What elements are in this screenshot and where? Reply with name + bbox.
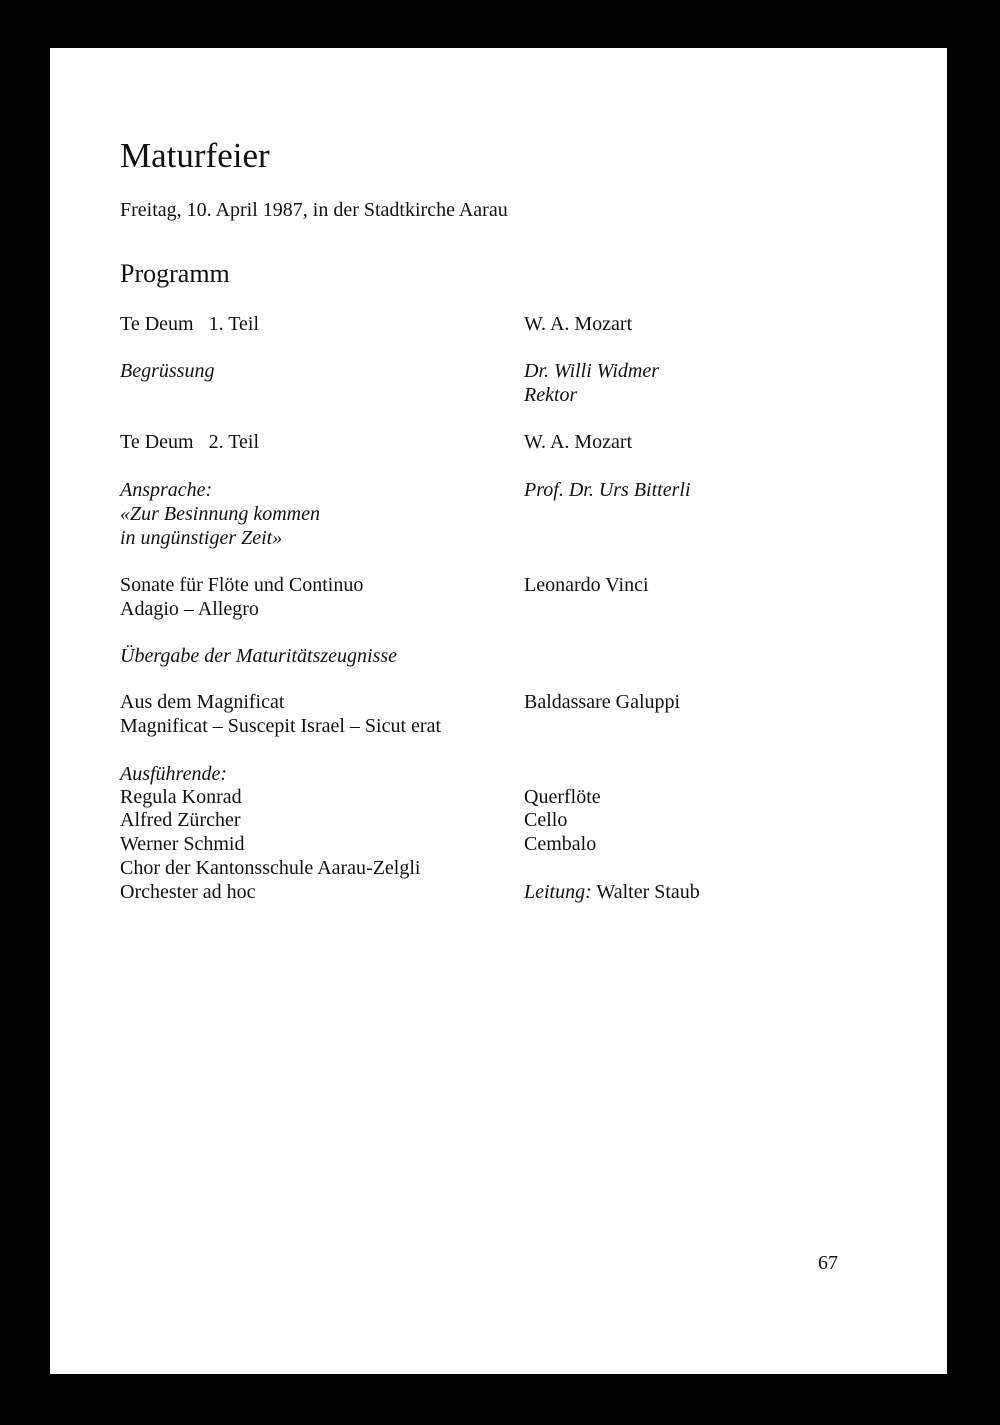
program-composer-vinci: Leonardo Vinci	[524, 574, 649, 596]
program-composer-galuppi: Baldassare Galuppi	[524, 691, 681, 713]
program-composer-mozart-2: W. A. Mozart	[524, 431, 633, 453]
performer-name-zuercher: Alfred Zürcher	[120, 809, 241, 831]
program-speaker-widmer: Dr. Willi Widmer	[524, 360, 660, 382]
program-item-sonate-movements: Adagio – Allegro	[120, 598, 259, 620]
performer-leitung	[524, 880, 700, 904]
event-date-location: Freitag, 10. April 1987, in der Stadtkirche Aarau	[120, 199, 508, 221]
program-item-magnificat: Aus dem Magnificat	[120, 691, 285, 713]
performer-leitung-name: Walter Staub	[596, 881, 700, 903]
document-page	[50, 48, 947, 1374]
program-item-magnificat-movements: Magnificat – Suscepit Israel – Sicut erat	[120, 715, 442, 737]
program-speaker-role-rektor: Rektor	[524, 384, 578, 406]
program-item-te-deum-2: Te Deum 2. Teil	[120, 431, 260, 453]
program-item-begruessung: Begrüssung	[120, 360, 215, 382]
page-title: Maturfeier	[120, 136, 270, 175]
performer-name-orchester: Orchester ad hoc	[120, 881, 256, 903]
performer-role-cello: Cello	[524, 809, 568, 831]
program-item-ansprache-title-1: «Zur Besinnung kommen	[120, 503, 320, 525]
performer-role-querfloete: Querflöte	[524, 786, 601, 808]
performer-role-cembalo: Cembalo	[524, 833, 597, 855]
program-item-sonate: Sonate für Flöte und Continuo	[120, 574, 364, 596]
section-heading-programm: Programm	[120, 259, 230, 288]
performer-name-chor: Chor der Kantonsschule Aarau-Zelgli	[120, 857, 421, 879]
program-item-te-deum-1: Te Deum 1. Teil	[120, 313, 260, 335]
performer-name-konrad: Regula Konrad	[120, 786, 242, 808]
performer-leitung-label: Leitung:	[524, 881, 592, 903]
page-number: 67	[818, 1252, 838, 1274]
program-item-uebergabe: Übergabe der Maturitätszeugnisse	[120, 645, 398, 667]
program-composer-mozart-1: W. A. Mozart	[524, 313, 633, 335]
performer-name-schmid: Werner Schmid	[120, 833, 245, 855]
performers-heading: Ausführende:	[120, 763, 228, 785]
program-item-ansprache-title-2: in ungünstiger Zeit»	[120, 527, 283, 549]
program-speaker-bitterli: Prof. Dr. Urs Bitterli	[524, 479, 691, 501]
program-item-ansprache-label: Ansprache:	[120, 479, 213, 501]
